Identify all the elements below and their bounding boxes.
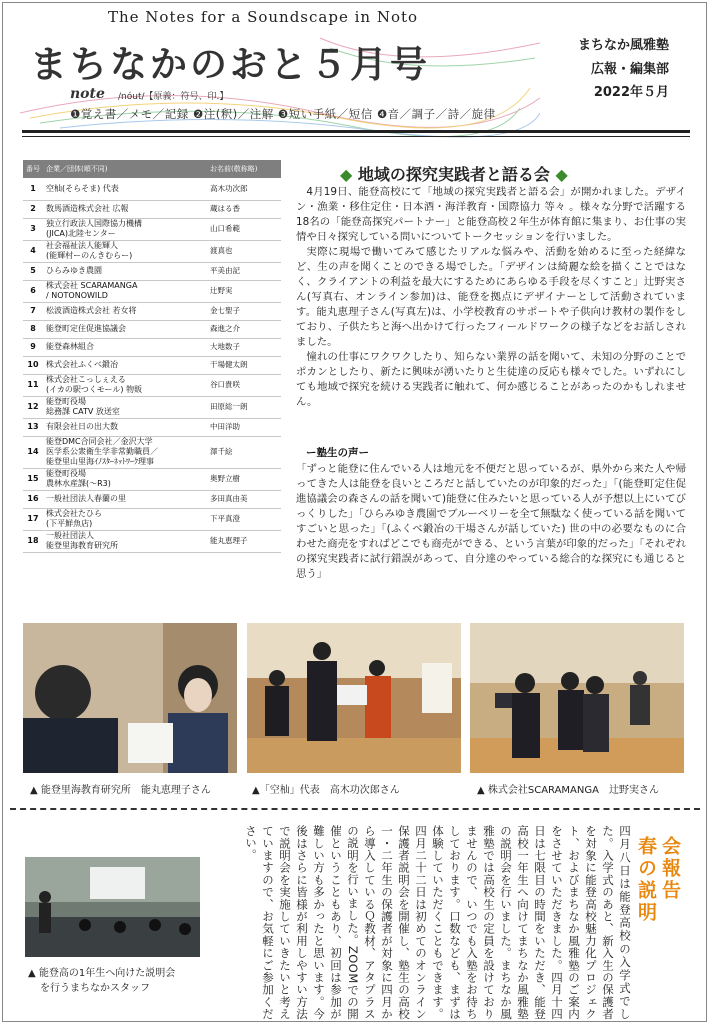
org-name: まちなか風雅塾 xyxy=(577,38,669,53)
row-company: ひらみゆき農園 xyxy=(43,262,207,280)
row-number: 13 xyxy=(23,418,43,436)
header-company: 企業／団体(順不同) xyxy=(43,160,207,178)
issue-date: 2022年５月 xyxy=(593,85,669,100)
photo-briefing-image xyxy=(25,857,200,957)
row-name: 田原総一朗 xyxy=(207,396,281,418)
org-department: 広報・編集部 xyxy=(590,62,669,77)
row-name: 平美由記 xyxy=(207,262,281,280)
note-definition: /nóut/【原義：符号、印.】 xyxy=(118,92,229,102)
row-number: 3 xyxy=(23,218,43,240)
row-number: 18 xyxy=(23,530,43,552)
row-company: 一般社団法人 能登里海教育研究所 xyxy=(43,530,207,552)
table-row xyxy=(23,356,281,374)
partner-table xyxy=(23,160,281,553)
row-name: 干場健太朗 xyxy=(207,356,281,374)
row-company: 有限会社日の出大数 xyxy=(43,418,207,436)
photo-tsujino xyxy=(470,623,684,773)
newsletter-subtitle: The Notes for a Soundscape in Noto xyxy=(108,8,419,26)
header-rule-thick xyxy=(22,130,690,133)
row-name: 山口希範 xyxy=(207,218,281,240)
row-company: 株式会社 SCARAMANGA / NOTONOWILD xyxy=(43,280,207,302)
photo-caption: ▲ 能登高の1年生へ向けた説明会 xyxy=(28,968,176,979)
table-row xyxy=(23,240,281,262)
table-row xyxy=(23,436,281,468)
row-number: 17 xyxy=(23,508,43,530)
row-number: 11 xyxy=(23,374,43,396)
row-name: 渡真也 xyxy=(207,240,281,262)
row-company: 松波酒造株式会社 若女将 xyxy=(43,302,207,320)
diamond-icon: ◆ xyxy=(555,165,568,184)
spring-report-title-2: 会報告 xyxy=(659,836,681,902)
photo-caption: ▲ 株式会社SCARAMANGA 辻野実さん xyxy=(477,785,659,796)
photo-takagi xyxy=(247,623,461,773)
row-company: 株式会社たひら (下平鮮魚店) xyxy=(43,508,207,530)
article-paragraph: 実際に現場で働いてみて感じたリアルな悩みや、活動を始めるに至った経緯など、生の声を聞くことのできる場でした。「デザインは綺麗な絵を描くことではなく、クライアントの利益を最大にするためにあらゆる手段を尽くすこと」辻野実さん(写真右、オンライン参加)は、能登を拠点にデザイナーとして活動されています。能丸恵理子さん(写真左)は、小学校教育のサポートや子供向け教材の製作をしており、子供たちと海へ出かけて行ったフィールドワークの様子などをお話しされました。 xyxy=(296,246,686,348)
article-paragraph: 4月19日、能登高校にて「地域の探究実践者と語る会」が開かれました。デザイン・漁業・移住定住・日本酒・海洋教育・国際協力 等々 。様々な分野で活躍する18名の「能登高探究パートナー」と能登高校２年生が体育館に集まり、お仕事の実情や日々探究している問いについてトークセッションを行いました。 xyxy=(296,186,686,243)
article-title-text: 地域の探究実践者と語る会 xyxy=(357,165,550,184)
table-row xyxy=(23,338,281,356)
row-name: 奥野立樹 xyxy=(207,468,281,490)
row-name: 中田洋助 xyxy=(207,418,281,436)
photo-caption: ▲ 能登里海教育研究所 能丸恵理子さん xyxy=(30,785,211,796)
table-header-row xyxy=(23,160,281,178)
row-number: 8 xyxy=(23,320,43,338)
newsletter-title: まちなかのおと５月号 xyxy=(30,43,430,86)
row-company: 数馬酒造株式会社 広報 xyxy=(43,200,207,218)
row-company: 能登町役場 農林水産課(～R3) xyxy=(43,468,207,490)
table-row xyxy=(23,178,281,200)
photo-nomaru xyxy=(23,623,237,773)
row-name: 蔵はる香 xyxy=(207,200,281,218)
row-company: 株式会社こっしぇえる (イカの駅つくモール) 物販 xyxy=(43,374,207,396)
header-rule-thin xyxy=(22,136,690,137)
row-number: 15 xyxy=(23,468,43,490)
photo-caption: ▲「空杣」代表 高木功次郎さん xyxy=(252,785,400,796)
row-company: 一般社団法人春蘭の里 xyxy=(43,490,207,508)
row-number: 9 xyxy=(23,338,43,356)
row-name: 辻野実 xyxy=(207,280,281,302)
photo-caption: を行うまちなかスタッフ xyxy=(40,983,150,994)
photo-briefing xyxy=(25,857,200,957)
table-row xyxy=(23,280,281,302)
table-row xyxy=(23,218,281,240)
row-number: 1 xyxy=(23,178,43,200)
row-company: 能登町役場 総務課 CATV 放送室 xyxy=(43,396,207,418)
row-number: 5 xyxy=(23,262,43,280)
note-headword: note xyxy=(70,86,105,102)
header-number: 番号 xyxy=(23,160,43,178)
row-company: 空杣(そらそま) 代表 xyxy=(43,178,207,200)
photo-tsujino-image xyxy=(470,623,684,773)
row-number: 7 xyxy=(23,302,43,320)
row-company: 能登町定住促進協議会 xyxy=(43,320,207,338)
row-company: 能登DMC合同会社／金沢大学 医学系公衆衛生学非常勤職員／ 能登里山里海ｲﾉｽﾀｰﾈｯﾄﾜｰｸ理事 xyxy=(43,436,207,468)
table-row xyxy=(23,490,281,508)
row-name: 森進之介 xyxy=(207,320,281,338)
row-number: 4 xyxy=(23,240,43,262)
note-meanings: ❶覚え書／メモ／記録 ❷注(釈)／注解 ❸短い手紙／短信 ❹音／調子／詩／旋律 xyxy=(70,107,496,121)
row-name: 多田真由美 xyxy=(207,490,281,508)
photo-takagi-image xyxy=(247,623,461,773)
table-row xyxy=(23,302,281,320)
spring-report-title-1: 春の説明 xyxy=(635,836,657,924)
row-company: 能登森林組合 xyxy=(43,338,207,356)
student-voice-title: ー塾生の声ー xyxy=(306,447,369,459)
table-row xyxy=(23,508,281,530)
row-name: 澤千絵 xyxy=(207,436,281,468)
row-number: 6 xyxy=(23,280,43,302)
row-number: 10 xyxy=(23,356,43,374)
table-row xyxy=(23,530,281,552)
table-row xyxy=(23,374,281,396)
article-body xyxy=(296,185,686,410)
row-number: 2 xyxy=(23,200,43,218)
section-divider xyxy=(10,808,700,810)
row-number: 14 xyxy=(23,436,43,468)
row-name: 能丸恵理子 xyxy=(207,530,281,552)
table-row xyxy=(23,262,281,280)
row-company: 株式会社ふくべ鍛冶 xyxy=(43,356,207,374)
header-name: お名前(敬称略) xyxy=(207,160,281,178)
row-company: 独立行政法人国際協力機構 (JICA)北陸センター xyxy=(43,218,207,240)
photo-nomaru-image xyxy=(23,623,237,773)
article-title xyxy=(340,162,568,185)
row-name: 谷口貴咲 xyxy=(207,374,281,396)
table-row xyxy=(23,418,281,436)
spring-report-text: 四月八日は能登高校の入学式でした。入学式のあと、新入生の保護者を対象に能登高校魅力化プロジェクト、およびまちなか風雅塾のご案内をさせていただきました。四月十四日は七限目の時間をいただき、能登高校一年生へ向けてまちなか風雅塾の説明会を行いました。まちなか風雅塾では高校生の定員を設けておりませんので、いつでも入塾をお待ちしております。口数なども、まずは体験していただくこともできます。四月二十二日は初めてのオンライン保護者説明会を開催し、塾生の高校一・二年生の保護者が対象に四月から導入しているＱ教材、アタプラスの説明を行いました。ZOOMでの開催ということもあり、初回は参加が難しい方も多かったと思います。今後はさらに皆様が利用しやすい方法で説明会を実施していきたいと考えていますので、お気軽にご参加ください。 xyxy=(244,825,632,1020)
row-name: 下平真澄 xyxy=(207,508,281,530)
row-number: 12 xyxy=(23,396,43,418)
row-name: 金七聖子 xyxy=(207,302,281,320)
table-row xyxy=(23,396,281,418)
table-row xyxy=(23,200,281,218)
diamond-icon: ◆ xyxy=(340,165,353,184)
row-company: 社会福祉法人能輝人 (能輝村ーのんきむらー) xyxy=(43,240,207,262)
row-name: 大地数子 xyxy=(207,338,281,356)
row-name: 高木功次郎 xyxy=(207,178,281,200)
table-row xyxy=(23,468,281,490)
row-number: 16 xyxy=(23,490,43,508)
table-row xyxy=(23,320,281,338)
student-voice-text: 「ずっと能登に住んでいる人は地元を不便だと思っているが、県外から来た人や帰ってきた人は能登を良いところだと話していたのが印象的だった」「(能登町定住促進協議会の森さんの話を聞いて)能登に住みたいと思っている人が予想以上にいてびっくりした」「ひらみゆき農園でブルーベリーを全て無駄なく使っている話を聞いてすごいと思った」「(ふくべ鍛冶の干場さんが話していた) 世の中の必要なものに合わせた商売をすればどこでも商売ができる、という言葉が印象的だった」「それぞれの探究実践者に試行錯誤があって、自分達のやっている総合的な探究にも通じると思う」 xyxy=(296,463,686,580)
article-paragraph: 憧れの仕事にワクワクしたり、知らない業界の話を聞いて、未知の分野のことでポカンとしたり、新たに興味が湧いたりと生徒達の反応も様々でした。いずれにしても地域で探究を続ける実践者に触れて、何か感じることがあったのかもしれません。 xyxy=(296,351,686,408)
